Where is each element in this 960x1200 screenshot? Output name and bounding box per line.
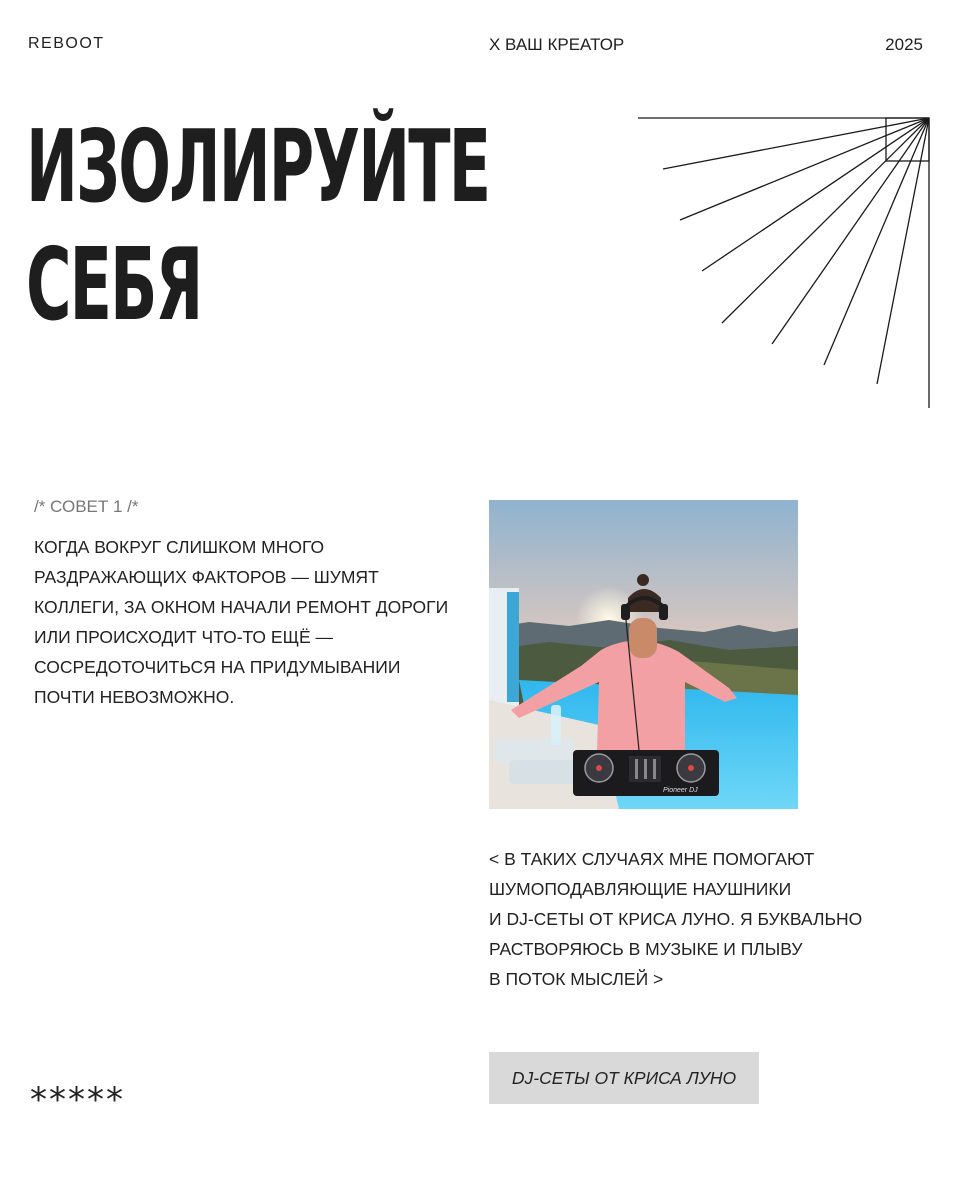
sunburst-rays-graphic (636, 110, 936, 410)
collab-label: X ВАШ КРЕАТОР (489, 35, 625, 54)
brand-name: REBOOT (28, 35, 105, 52)
controller-brand-label: Pioneer DJ (663, 787, 698, 794)
quote-text: < В ТАКИХ СЛУЧАЯХ МНЕ ПОМОГАЮТ ШУМОПОДАВЛЯЮЩИЕ НАУШНИКИ И DJ-СЕТЫ ОТ КРИСА ЛУНО. Я БУКВАЛЬНО РАСТВОРЯЮСЬ В МУЗЫКЕ И ПЛЫВУ В ПОТОК МЫСЛЕЙ > (489, 849, 863, 989)
brand-logo (28, 35, 105, 53)
dj-photo (489, 500, 798, 809)
rating-stars: ***** (30, 1080, 125, 1120)
dj-sets-button[interactable]: DJ-СЕТЫ ОТ КРИСА ЛУНО (489, 1052, 759, 1104)
tip-label: /* СОВЕТ 1 /* (34, 497, 139, 516)
year-label: 2025 (885, 35, 923, 54)
page-title (26, 108, 489, 344)
tip-text: КОГДА ВОКРУГ СЛИШКОМ МНОГО РАЗДРАЖАЮЩИХ ФАКТОРОВ — ШУМЯТ КОЛЛЕГИ, ЗА ОКНОМ НАЧАЛИ РЕМОНТ ДОРОГИ ИЛИ ПРОИСХОДИТ ЧТО-ТО ЕЩЁ — СОСРЕДОТОЧИТЬСЯ НА ПРИДУМЫВАНИИ ПОЧТИ НЕВОЗМОЖНО. (34, 537, 449, 707)
title-line-1: ИЗОЛИРУЙТЕ (26, 108, 490, 225)
title-line-2: СЕБЯ (26, 226, 202, 343)
